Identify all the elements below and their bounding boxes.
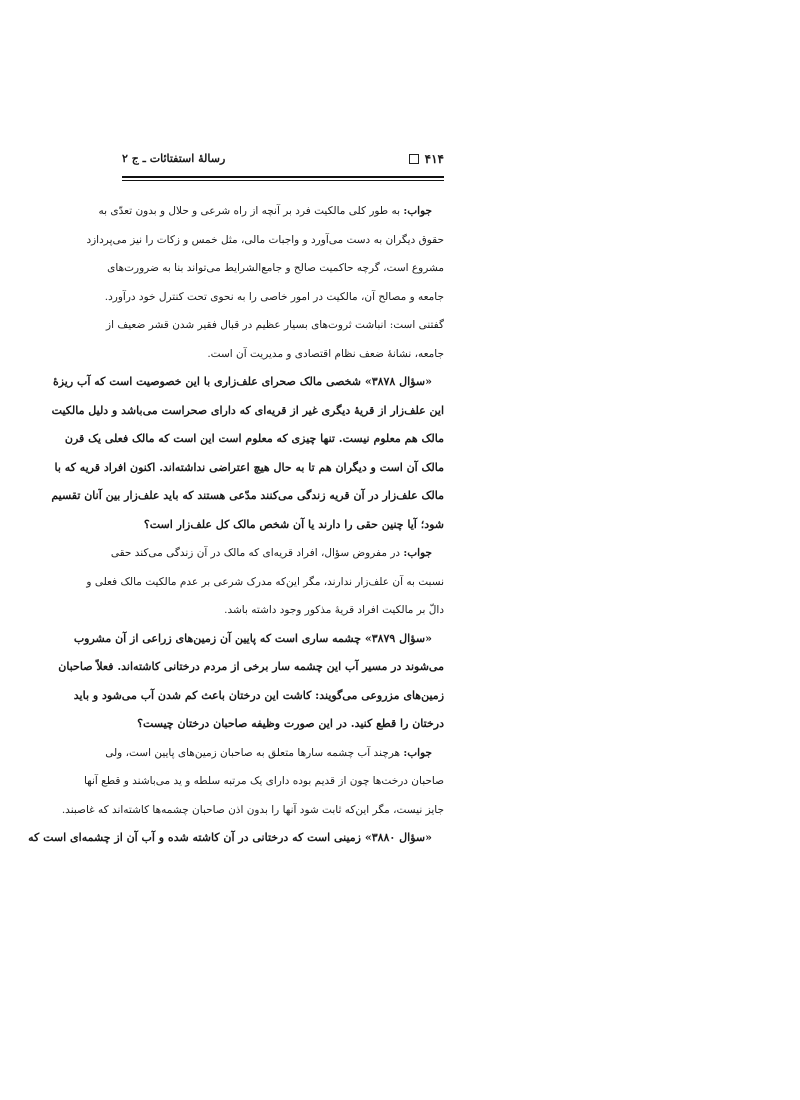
text-line: مالک علف‌زار در آن قریه زندگی می‌کنند مدّعی هستند که باید علف‌زار بین آنان تقسیم xyxy=(51,489,444,502)
text-line: جواب: هرچند آب چشمه سارها متعلق به صاحبان زمین‌های پایین است، ولی xyxy=(105,746,432,759)
text-line: «سؤال ۳۸۸۰» زمینی است که درختانی در آن کاشته شده و آب آن از چشمه‌ای است که xyxy=(28,831,432,844)
answer-paragraph xyxy=(61,739,444,825)
header-rule-thin xyxy=(122,180,444,181)
text-line: جامعه، نشانهٔ ضعف نظام اقتصادی و مدیریت آن است. xyxy=(207,347,444,360)
question-paragraph xyxy=(58,625,444,739)
question-label: «سؤال ۳۸۷۸» xyxy=(364,375,432,388)
answer-label: جواب: xyxy=(403,547,432,559)
page-number xyxy=(409,152,444,166)
text-line: زمین‌های مزروعی می‌گویند: کاشت این درختان باعث کم شدن آب می‌شود و باید xyxy=(73,688,444,702)
text-line: نسبت به آن علف‌زار ندارند، مگر این‌که مدرک شرعی بر عدم مالکیت مالک فعلی و xyxy=(86,575,444,588)
square-ornament-icon xyxy=(409,154,419,164)
text-line: این علف‌زار از قریهٔ دیگری غیر از قریه‌ای که دارای صحراست می‌باشد و دلیل مالکیت xyxy=(51,403,444,417)
text-line: جایز نیست، مگر این‌که ثابت شود آنها را بدون اذن صاحبان چشمه‌ها کاشته‌اند که غاصبند. xyxy=(61,803,444,816)
page-body xyxy=(28,197,444,853)
text-line: شود؛ آیا چنین حقی را دارند یا آن شخص مالک کل علف‌زار است؟ xyxy=(143,517,444,531)
question-label: «سؤال ۳۸۷۹» xyxy=(364,631,432,645)
text-line: «سؤال ۳۸۷۸» شخصی مالک صحرای علف‌زاری با این خصوصیت است که آب ریزهٔ xyxy=(52,375,432,388)
text-line: درختان را قطع کنید. در این صورت وظیفه صاحبان درختان چیست؟ xyxy=(137,717,444,730)
text-line: صاحبان درخت‌ها چون از قدیم بوده دارای یک مرتبه سلطه و ید می‌باشند و قطع آنها xyxy=(83,775,444,787)
text-line: می‌شوند در مسیر آب این چشمه سار برخی از مردم درختانی کاشته‌اند. فعلاً صاحبان xyxy=(58,660,444,673)
text-line: جواب: به طور کلی مالکیت فرد بر آنچه از راه شرعی و حلال و بدون تعدّی به xyxy=(98,205,432,217)
running-title: رسالهٔ استفتائات ـ ج ۲ xyxy=(122,152,226,165)
answer-paragraph xyxy=(86,197,444,368)
question-paragraph xyxy=(51,368,444,539)
answer-label: جواب: xyxy=(403,205,432,217)
page-number-text: ۴۱۴ xyxy=(424,152,444,166)
text-line: جواب: در مفروض سؤال، افراد قریه‌ای که مالک در آن زندگی می‌کند حقی xyxy=(110,547,432,559)
header-rule-thick xyxy=(122,176,444,178)
question-label: «سؤال ۳۸۸۰» xyxy=(364,831,432,844)
text-line: حقوق دیگران به دست می‌آورد و واجبات مالی، مثل خمس و زکات را نیز می‌پردازد xyxy=(86,233,444,246)
answer-label: جواب: xyxy=(403,746,432,759)
text-line: مالک آن است و دیگران هم تا به حال هیچ اعتراضی نداشته‌اند. اکنون افراد قریه که با xyxy=(54,460,444,474)
text-line: مشروع است، گرچه حاکمیت صالح و جامع‌الشرایط می‌تواند بنا به ضرورت‌های xyxy=(107,262,444,274)
text-line: گفتنی است: انباشت ثروت‌های بسیار عظیم در قبال فقیر شدن قشر ضعیف از xyxy=(106,319,444,331)
text-line: «سؤال ۳۸۷۹» چشمه ساری است که پایین آن زمین‌های زراعی از آن مشروب xyxy=(73,631,432,645)
text-line: دالّ بر مالکیت افراد قریهٔ مذکور وجود داشته باشد. xyxy=(224,604,444,616)
page-header xyxy=(122,150,444,174)
question-paragraph xyxy=(28,824,444,853)
text-line: جامعه و مصالح آن، مالکیت در امور خاصی را به نحوی تحت کنترل خود درآورد. xyxy=(104,290,444,303)
text-line: مالک هم معلوم نیست. تنها چیزی که معلوم است این است که مالک فعلی یک قرن xyxy=(64,432,444,445)
answer-paragraph xyxy=(86,539,444,625)
